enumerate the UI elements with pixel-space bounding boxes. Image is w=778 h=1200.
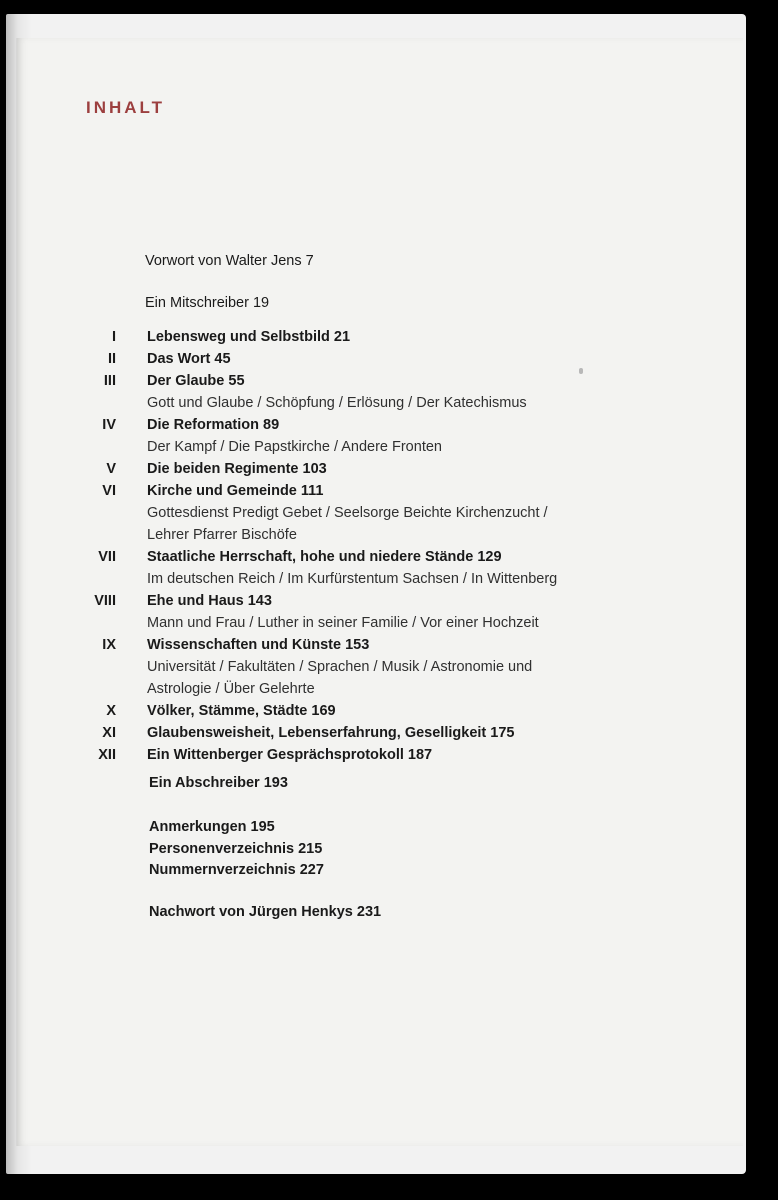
chapter-title: Die Reformation 89 [147,417,280,433]
chapter-number: III [103,373,116,389]
chapter-number: II [107,351,116,367]
chapter-subtopics: Lehrer Pfarrer Bischöfe [147,527,297,543]
toc-title: INHALT [86,98,166,117]
toc-back-entry: Ein Abschreiber 193 [149,775,288,791]
chapter-title: Der Glaube 55 [147,373,245,389]
toc-back-entry: Nachwort von Jürgen Henkys 231 [149,904,382,920]
chapter-subtopics: Gott und Glaube / Schöpfung / Erlösung / Der Katechismus [147,395,527,411]
chapter-number: VIII [94,593,116,609]
chapter-subtopics: Der Kampf / Die Papstkirche / Andere Fronten [147,439,442,455]
chapter-title: Ehe und Haus 143 [147,593,272,609]
toc-back-entry: Anmerkungen 195 [149,819,275,835]
toc-front-entry: Ein Mitschreiber 19 [145,295,270,311]
chapter-subtopics: Gottesdienst Predigt Gebet / Seelsorge Beichte Kirchenzucht / [147,505,548,521]
chapter-number: X [106,703,116,719]
chapter-number: VII [98,549,116,565]
chapter-number: VI [102,483,116,499]
chapter-title: Staatliche Herrschaft, hohe und niedere Stände 129 [147,549,502,565]
chapter-number: V [106,461,116,477]
chapter-number: XI [102,725,116,741]
chapter-number: I [111,329,116,345]
chapter-title: Die beiden Regimente 103 [147,461,327,477]
chapter-title: Kirche und Gemeinde 111 [147,483,324,499]
chapter-title: Lebensweg und Selbstbild 21 [147,329,351,345]
chapter-subtopics: Universität / Fakultäten / Sprachen / Musik / Astronomie und [147,659,533,675]
chapter-title: Das Wort 45 [147,351,231,367]
chapter-number: XII [98,747,116,763]
chapter-title: Völker, Stämme, Städte 169 [147,703,336,719]
chapter-title: Glaubensweisheit, Lebenserfahrung, Geselligkeit 175 [147,725,515,741]
toc-back-entry: Nummernverzeichnis 227 [149,862,324,878]
chapter-subtopics: Astrologie / Über Gelehrte [147,681,315,697]
chapter-number: IV [102,417,116,433]
paper-speck [579,368,583,374]
chapter-title: Wissenschaften und Künste 153 [147,637,370,653]
toc-back-entry: Personenverzeichnis 215 [149,841,323,857]
chapter-number: IX [102,637,116,653]
chapter-subtopics: Mann und Frau / Luther in seiner Familie / Vor einer Hochzeit [147,615,539,631]
book-page [16,38,743,1146]
chapter-title: Ein Wittenberger Gesprächsprotokoll 187 [147,747,433,763]
toc-front-entry: Vorwort von Walter Jens 7 [145,253,314,269]
chapter-subtopics: Im deutschen Reich / Im Kurfürstentum Sachsen / In Wittenberg [147,571,558,587]
